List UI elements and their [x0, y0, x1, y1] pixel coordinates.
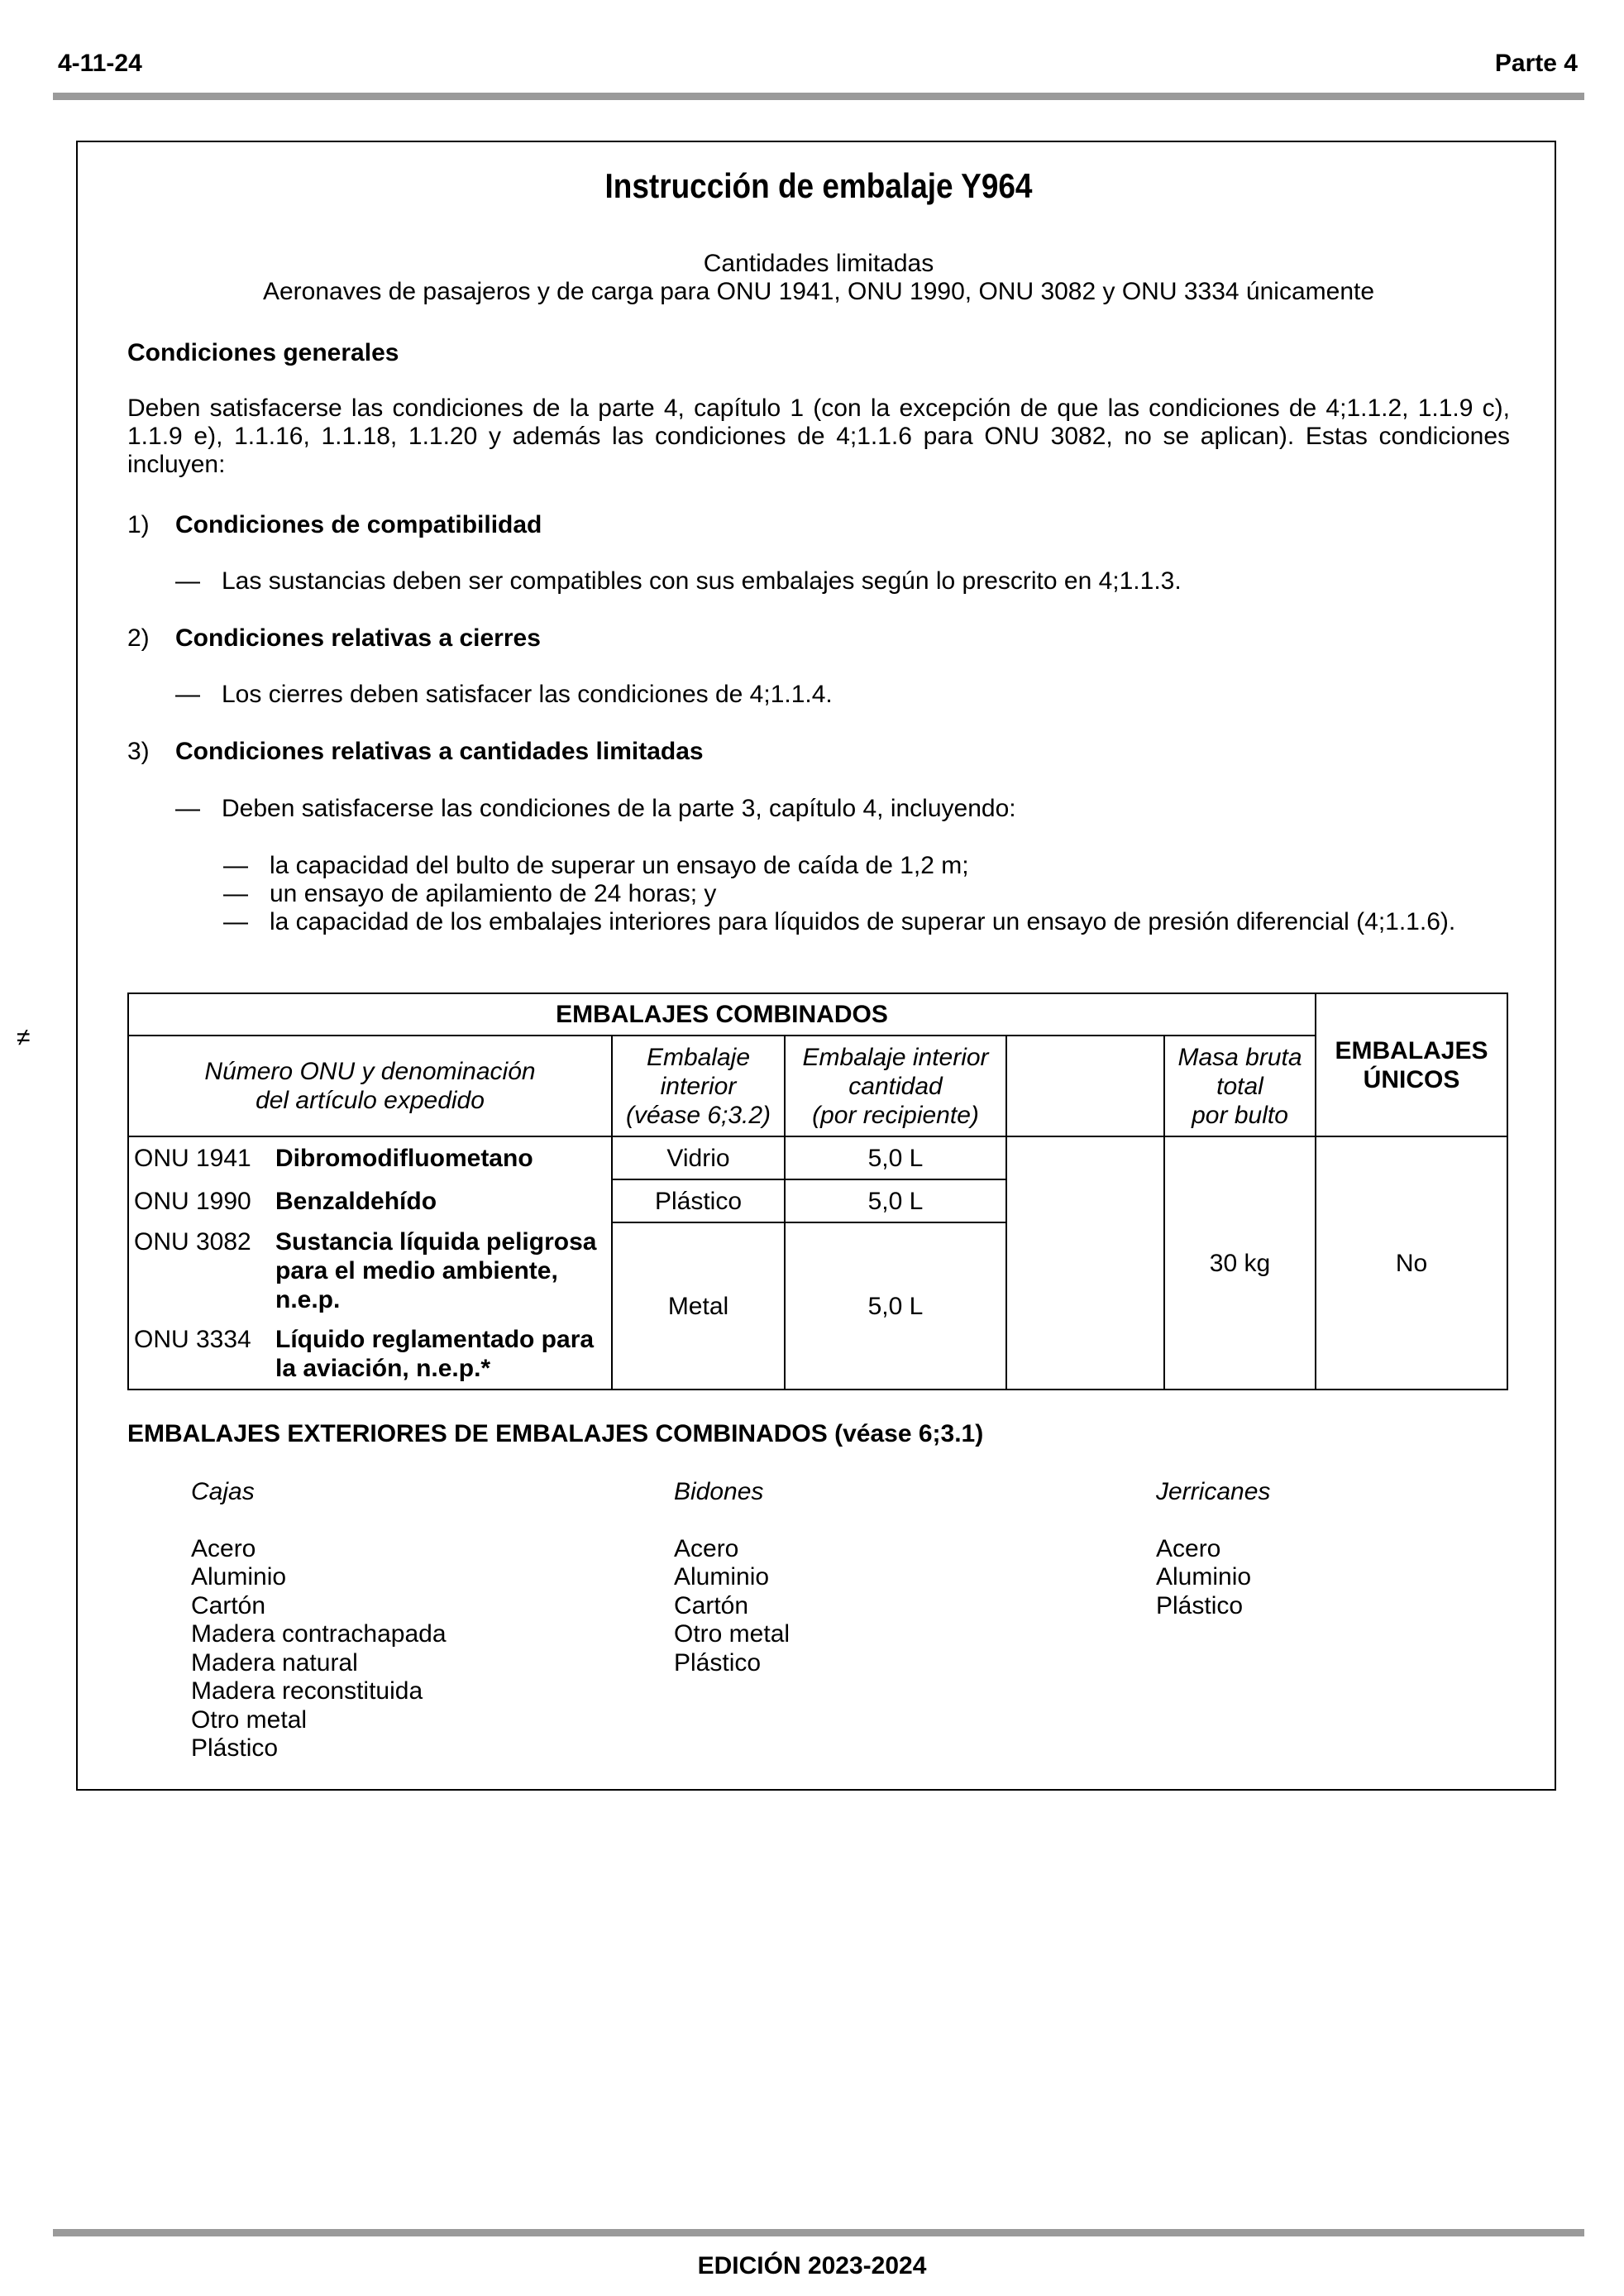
column-title: Jerricanes [1156, 1478, 1271, 1505]
outer-column-jerricans [1156, 1478, 1270, 1620]
list-item: Otro metal [674, 1620, 791, 1648]
table-row-un3082 [128, 1222, 612, 1323]
section-3-dash: — [175, 795, 200, 822]
change-mark: ≠ [17, 1024, 31, 1051]
list-item: Plástico [674, 1648, 762, 1677]
footer-rule [53, 2229, 1584, 2236]
inner-packaging-cell: Vidrio [612, 1136, 785, 1179]
sub-item-3-text: la capacidad de los embalajes interiores para líquidos de superar un ensayo de presión diferencial (4;1.1.6). [270, 908, 1456, 935]
inner-quantity-header [785, 1036, 1006, 1136]
substance-name: Benzaldehído [275, 1187, 437, 1215]
outer-packagings-heading: EMBALAJES EXTERIORES DE EMBALAJES COMBINADOS (véase 6;3.1) [127, 1420, 984, 1447]
empty-data-cell [1006, 1136, 1164, 1390]
combined-packagings-table [127, 993, 1508, 1390]
page-header-part: Parte 4 [1494, 50, 1578, 77]
sub-item-3-dash: — [223, 908, 248, 935]
single-header-line-2: ÚNICOS [1363, 1065, 1460, 1093]
column-title: Cajas [191, 1478, 255, 1505]
instruction-title: Instrucción de embalaje Y964 [604, 166, 1033, 205]
substance-name: Dibromodifluometano [275, 1145, 533, 1172]
table-row-un1990 [128, 1179, 612, 1222]
list-item: Acero [674, 1534, 739, 1562]
inner-header-line-3: (véase 6;3.2) [625, 1101, 771, 1129]
un-name-header [128, 1036, 612, 1136]
qty-header-line-1: Embalaje interior [802, 1043, 989, 1071]
table-group-header: EMBALAJES COMBINADOS [128, 993, 1316, 1036]
mass-header-line-2: total [1216, 1072, 1263, 1100]
single-packagings-cell: No [1316, 1136, 1507, 1390]
list-item: Aluminio [1156, 1563, 1252, 1590]
quantity-cell: 5,0 L [785, 1136, 1006, 1179]
list-item: Aluminio [191, 1563, 287, 1590]
mass-header-line-1: Masa bruta [1177, 1043, 1302, 1071]
list-item: Plástico [1156, 1591, 1244, 1619]
subtitle-line-2: Aeronaves de pasajeros y de carga para ONU 1941, ONU 1990, ONU 3082 y ONU 3334 únicamente [262, 278, 1375, 305]
quantity-cell: 5,0 L [785, 1222, 1006, 1390]
mass-header-line-3: por bulto [1192, 1101, 1288, 1129]
single-header-line-1: EMBALAJES [1335, 1036, 1488, 1064]
gross-mass-cell: 30 kg [1164, 1136, 1316, 1390]
table-row-un1941 [128, 1136, 612, 1179]
subtitle-line-1: Cantidades limitadas [703, 250, 934, 277]
list-item: Aluminio [674, 1563, 770, 1590]
section-2-dash: — [175, 681, 200, 708]
un-header-line-2: del artículo expedido [256, 1087, 485, 1114]
sub-item-2-text: un ensayo de apilamiento de 24 horas; y [270, 880, 717, 907]
list-item: Acero [1156, 1534, 1221, 1562]
edition-footer: EDICIÓN 2023-2024 [697, 2252, 927, 2279]
un-number: ONU 1941 [134, 1145, 251, 1172]
qty-header-line-2: cantidad [848, 1072, 943, 1100]
section-1-dash: — [175, 567, 200, 595]
section-1-number: 1) [127, 511, 150, 538]
sub-item-1-text: la capacidad del bulto de superar un ensayo de caída de 1,2 m; [270, 852, 969, 879]
sub-item-2-dash: — [223, 880, 248, 907]
section-1-text: Las sustancias deben ser compatibles con sus embalajes según lo prescrito en 4;1.1.3. [222, 567, 1182, 595]
general-text: Deben satisfacerse las condiciones de la parte 4, capítulo 1 (con la excepción de que las condiciones de 4;1.1.2, 1.1.9 c), 1.1.9 e), 1.1.16, 1.1.18, 1.1.20 y además las condiciones de 4;1.1.6 para ONU 3082, no se aplican). Estas condiciones incluyen: [127, 395, 1510, 478]
section-3-number: 3) [127, 738, 150, 765]
sub-item-1-dash: — [223, 852, 248, 879]
substance-name: Sustancia líquida peligrosa para el medio ambiente, n.e.p. [275, 1228, 597, 1313]
list-item: Otro metal [191, 1705, 308, 1734]
section-2-text: Los cierres deben satisfacer las condiciones de 4;1.1.4. [222, 681, 833, 708]
inner-header-line-2: interior [660, 1072, 737, 1100]
quantity-cell: 5,0 L [785, 1179, 1006, 1222]
general-heading: Condiciones generales [127, 339, 399, 366]
outer-column-boxes [191, 1478, 447, 1763]
un-header-line-1: Número ONU y denominación [204, 1058, 536, 1085]
list-item: Cartón [674, 1591, 749, 1619]
instruction-box [76, 141, 1556, 1791]
section-2-number: 2) [127, 624, 150, 652]
un-number: ONU 1990 [134, 1187, 251, 1215]
empty-header-cell [1006, 1036, 1164, 1136]
inner-packaging-cell: Plástico [612, 1179, 785, 1222]
un-number: ONU 3334 [134, 1326, 251, 1353]
list-item: Madera contrachapada [191, 1620, 447, 1648]
list-item: Cartón [191, 1591, 266, 1619]
column-title: Bidones [674, 1478, 764, 1505]
section-2-heading: Condiciones relativas a cierres [175, 624, 541, 652]
table-row-un3334 [128, 1323, 612, 1390]
inner-header-line-1: Embalaje [646, 1043, 751, 1071]
list-item: Madera reconstituida [191, 1677, 423, 1705]
gross-mass-header [1164, 1036, 1316, 1136]
section-1-heading: Condiciones de compatibilidad [175, 511, 542, 538]
page-header-date: 4-11-24 [58, 50, 142, 77]
section-3-heading: Condiciones relativas a cantidades limitadas [175, 738, 704, 765]
qty-header-line-3: (por recipiente) [812, 1101, 979, 1129]
un-number: ONU 3082 [134, 1228, 251, 1256]
substance-name: Líquido reglamentado para la aviación, n.e.p.* [275, 1326, 595, 1382]
inner-packaging-header [612, 1036, 785, 1136]
list-item: Madera natural [191, 1648, 358, 1677]
single-packagings-header [1316, 993, 1507, 1136]
list-item: Plástico [191, 1734, 279, 1762]
outer-column-drums [674, 1478, 790, 1677]
inner-packaging-cell: Metal [612, 1222, 785, 1390]
list-item: Acero [191, 1534, 256, 1562]
header-rule [53, 93, 1584, 100]
instruction-subtitle [127, 250, 1510, 306]
section-3-text: Deben satisfacerse las condiciones de la parte 3, capítulo 4, incluyendo: [222, 795, 1016, 822]
